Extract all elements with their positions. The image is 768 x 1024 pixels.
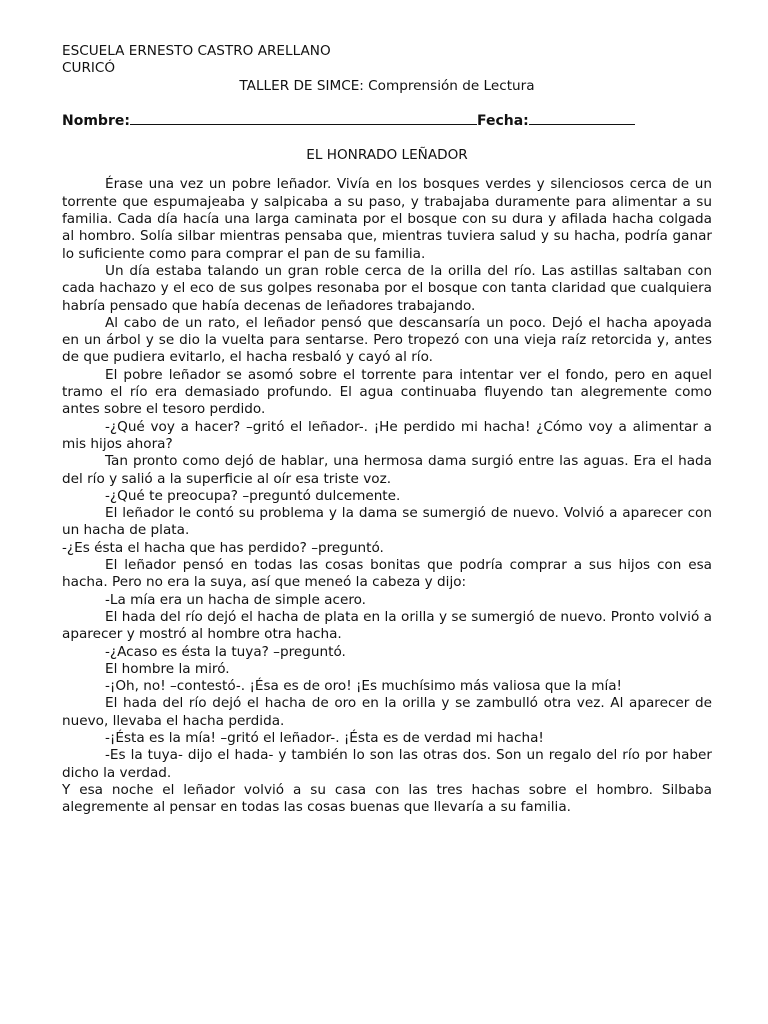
story-paragraph: El hombre la miró. xyxy=(105,660,230,677)
story-body xyxy=(62,176,712,816)
story-paragraph: -Es la tuya- dijo el hada- y también lo son las otras dos. Son un regalo del río por haber dicho la verdad. xyxy=(62,747,712,781)
story-paragraph: Y esa noche el leñador volvió a su casa con las tres hachas sobre el hombro. Silbaba alegremente al pensar en todas las cosas buenas que llevaría a su familia. xyxy=(62,781,712,816)
story-paragraph: El hada del río dejó el hacha de plata en la orilla y se sumergió de nuevo. Pronto volvió a aparecer y mostró al hombre otra hacha. xyxy=(62,608,712,643)
story-paragraph: -¿Qué voy a hacer? –gritó el leñador-. ¡He perdido mi hacha! ¿Cómo voy a alimentar a mis hijos ahora? xyxy=(62,418,712,452)
story-paragraph: Érase una vez un pobre leñador. Vivía en los bosques verdes y silenciosos cerca de un torrente que espumajeaba y salpicaba a su paso, y trabajaba duramente para alimentar a su familia. Cada día hacía una larga caminata por el bosque con su dura y afilada hacha colgada al hombro. Solía silbar mientras pensaba que, mientras tuviera salud y su hacha, podría ganar lo suficiente como para comprar el pan de su familia. xyxy=(62,176,712,262)
date-label: Fecha: xyxy=(476,112,529,129)
date-blank-line[interactable] xyxy=(529,111,635,125)
school-city: CURICÓ xyxy=(62,60,116,77)
story-paragraph: -¿Acaso es ésta la tuya? –preguntó. xyxy=(105,643,346,660)
story-paragraph: El leñador le contó su problema y la dama se sumergió de nuevo. Volvió a aparecer con un hacha de plata. xyxy=(62,505,712,539)
story-paragraph: Al cabo de un rato, el leñador pensó que descansaría un poco. Dejó el hacha apoyada en un árbol y se dio la vuelta para sentarse. Pero tropezó con una vieja raíz retorcida y, antes de que pudiera evitarlo, el hacha resbaló y cayó al río. xyxy=(62,314,712,366)
name-blank-line[interactable] xyxy=(130,111,477,125)
story-paragraph: Un día estaba talando un gran roble cerca de la orilla del río. Las astillas saltaban con cada hachazo y el eco de sus golpes resonaba por el bosque con tanta claridad que cualquiera habría pensado que había decenas de leñadores trabajando. xyxy=(62,262,712,314)
story-paragraph: -¿Es ésta el hacha que has perdido? –preguntó. xyxy=(62,539,384,556)
story-paragraph: -¡Ésta es la mía! –gritó el leñador-. ¡Ésta es de verdad mi hacha! xyxy=(105,729,544,746)
story-paragraph: -¿Qué te preocupa? –preguntó dulcemente. xyxy=(105,487,401,504)
school-name: ESCUELA ERNESTO CASTRO ARELLANO xyxy=(62,43,331,59)
story-paragraph: -La mía era un hacha de simple acero. xyxy=(105,591,367,608)
worksheet-page xyxy=(62,43,712,816)
story-title: EL HONRADO LEÑADOR xyxy=(306,147,468,164)
story-paragraph: Tan pronto como dejó de hablar, una hermosa dama surgió entre las aguas. Era el hada del río y salió a la superficie al oír esa triste voz. xyxy=(62,453,712,487)
story-paragraph: -¡Oh, no! –contestó-. ¡Ésa es de oro! ¡Es muchísimo más valiosa que la mía! xyxy=(105,678,623,695)
name-label: Nombre: xyxy=(62,112,130,129)
story-paragraph: El leñador pensó en todas las cosas bonitas que podría comprar a sus hijos con esa hacha. Pero no era la suya, así que meneó la cabeza y dijo: xyxy=(62,557,712,591)
student-info-row xyxy=(62,111,712,130)
story-paragraph: El hada del río dejó el hacha de oro en la orilla y se zambulló otra vez. Al aparecer de nuevo, llevaba el hacha perdida. xyxy=(62,695,712,729)
story-paragraph: El pobre leñador se asomó sobre el torrente para intentar ver el fondo, pero en aquel tramo el río era demasiado profundo. El agua continuaba fluyendo tan alegremente como antes sobre el tesoro perdido. xyxy=(62,366,712,418)
workshop-title: TALLER DE SIMCE: Comprensión de Lectura xyxy=(239,77,535,94)
